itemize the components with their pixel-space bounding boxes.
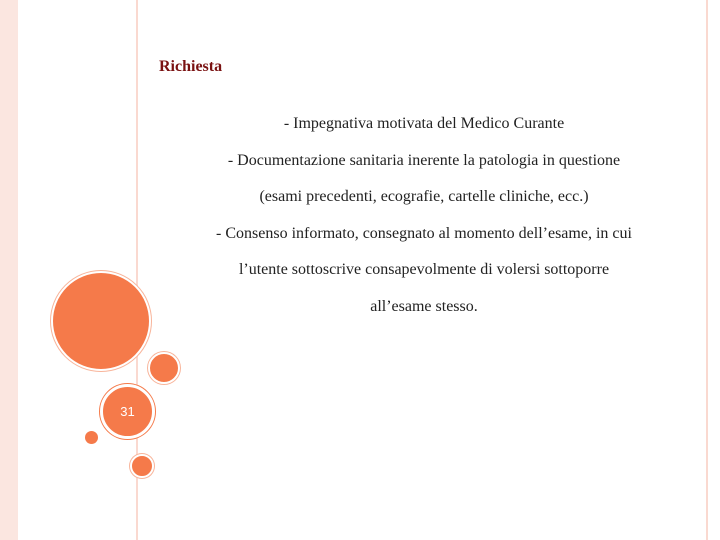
body-line: all’esame stesso.	[370, 297, 478, 315]
body-line: (esami precedenti, ecografie, cartelle cliniche, ecc.)	[259, 188, 589, 205]
decorative-circle-tiny	[85, 431, 98, 444]
page-number: 31	[120, 404, 135, 419]
slide-title: Richiesta	[159, 58, 223, 75]
slide-body	[150, 106, 698, 325]
decorative-circle-medium	[148, 352, 180, 384]
decorative-circle-large	[51, 271, 151, 371]
body-line: - Consenso informato, consegnato al momento dell’esame, in cui	[216, 224, 632, 242]
body-line: - Impegnativa motivata del Medico Curante	[283, 115, 565, 132]
right-divider-line	[706, 0, 708, 540]
body-line: l’utente sottoscrive consapevolmente di volersi sottoporre	[238, 261, 610, 278]
page-number-circle	[100, 384, 155, 439]
body-line: - Documentazione sanitaria inerente la patologia in questione	[227, 151, 621, 169]
left-decorative-band	[0, 0, 18, 540]
decorative-circle-small	[130, 454, 154, 478]
